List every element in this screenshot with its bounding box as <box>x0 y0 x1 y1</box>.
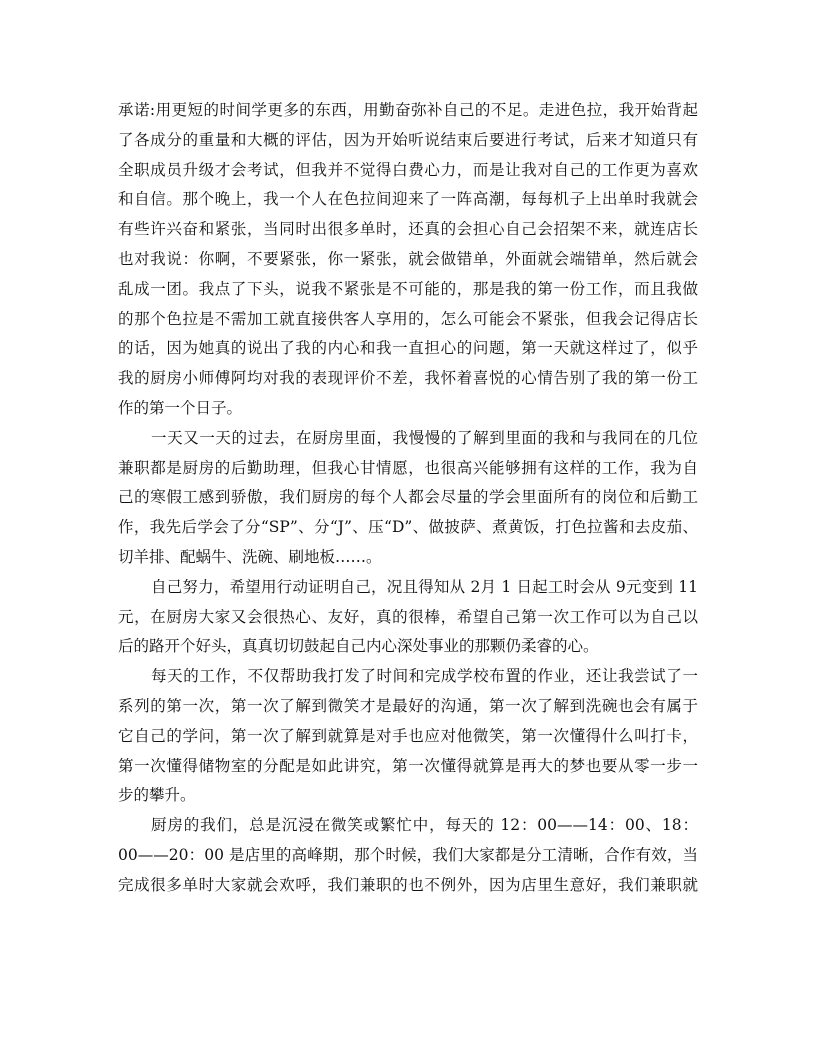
text-line: 了各成分的重量和大概的评估，因为开始听说结束后要进行考试，后来才知道只有 <box>118 130 698 149</box>
text-line: 每天的工作，不仅帮助我打发了时间和完成学校布置的作业，还让我尝试了一 <box>151 667 698 686</box>
text-line: 我的厨房小师傅阿均对我的表现评价不差，我怀着喜悦的心情告别了我的第一份工 <box>118 369 698 388</box>
text-line: 完成很多单时大家就会欢呼，我们兼职的也不例外，因为店里生意好，我们兼职就 <box>118 875 698 894</box>
paragraph <box>118 424 698 573</box>
text-line: 兼职都是厨房的后勤助理，但我心甘情愿，也很高兴能够拥有这样的工作，我为自 <box>118 458 698 477</box>
paragraph <box>118 811 698 900</box>
text-line: 有些许兴奋和紧张，当同时出很多单时，还真的会担心自己会招架不来，就连店长 <box>118 220 698 239</box>
text-line: 己的寒假工感到骄傲，我们厨房的每个人都会尽量的学会里面所有的岗位和后勤工 <box>118 488 698 507</box>
text-line: 和自信。那个晚上，我一个人在色拉间迎来了一阵高潮，每每机子上出单时我就会 <box>118 190 698 209</box>
text-line: 全职成员升级才会考试，但我并不觉得白费心力，而是让我对自己的工作更为喜欢 <box>118 160 698 179</box>
paragraph <box>118 662 698 811</box>
text-line: 后的路开个好头，真真切切鼓起自己内心深处事业的那颗仍柔睿的心。 <box>118 637 599 656</box>
text-line: 乱成一团。我点了下头，说我不紧张是不可能的，那是我的第一份工作，而且我做 <box>118 279 698 298</box>
text-line: 一天又一天的过去，在厨房里面，我慢慢的了解到里面的我和与我同在的几位 <box>151 428 698 447</box>
text-line: 承诺:用更短的时间学更多的东西，用勤奋弥补自己的不足。走进色拉，我开始背起 <box>118 101 698 119</box>
text-line: 作的第一个日子。 <box>118 398 243 417</box>
text-line: 系列的第一次，第一次了解到微笑才是最好的沟通，第一次了解到洗碗也会有属于 <box>118 696 698 715</box>
text-line: 厨房的我们，总是沉浸在微笑或繁忙中，每天的 12：00——14：00、18： <box>151 816 698 835</box>
text-line: 它自己的学问，第一次了解到就算是对手也应对他微笑，第一次懂得什么叫打卡， <box>118 726 698 745</box>
text-line: 也对我说：你啊，不要紧张，你一紧张，就会做错单，外面就会端错单，然后就会 <box>118 249 698 268</box>
paragraph <box>118 96 698 424</box>
text-line: 的那个色拉是不需加工就直接供客人享用的，怎么可能会不紧张，但我会记得店长 <box>118 309 698 328</box>
document-body <box>118 96 698 901</box>
text-line: 的话，因为她真的说出了我的内心和我一直担心的问题，第一天就这样过了，似乎 <box>118 339 698 358</box>
paragraph <box>118 573 698 662</box>
text-line: 作，我先后学会了分“SP”、分“J”、压“D”、做披萨、煮黄饭，打色拉酱和去皮茄、 <box>118 518 698 537</box>
text-line: 00——20：00 是店里的高峰期，那个时候，我们大家都是分工清晰，合作有效，当 <box>118 845 698 864</box>
text-line: 元，在厨房大家又会很热心、友好，真的很棒，希望自己第一次工作可以为自己以 <box>118 607 698 626</box>
text-line: 步的攀升。 <box>118 786 196 805</box>
text-line: 第一次懂得储物室的分配是如此讲究，第一次懂得就算是再大的梦也要从零一步一 <box>118 756 698 775</box>
text-line: 切羊排、配蜗牛、洗碗、刷地板……。 <box>118 547 382 566</box>
text-line: 自己努力，希望用行动证明自己，况且得知从 2月 1 日起工时会从 9元变到 11 <box>151 577 698 596</box>
